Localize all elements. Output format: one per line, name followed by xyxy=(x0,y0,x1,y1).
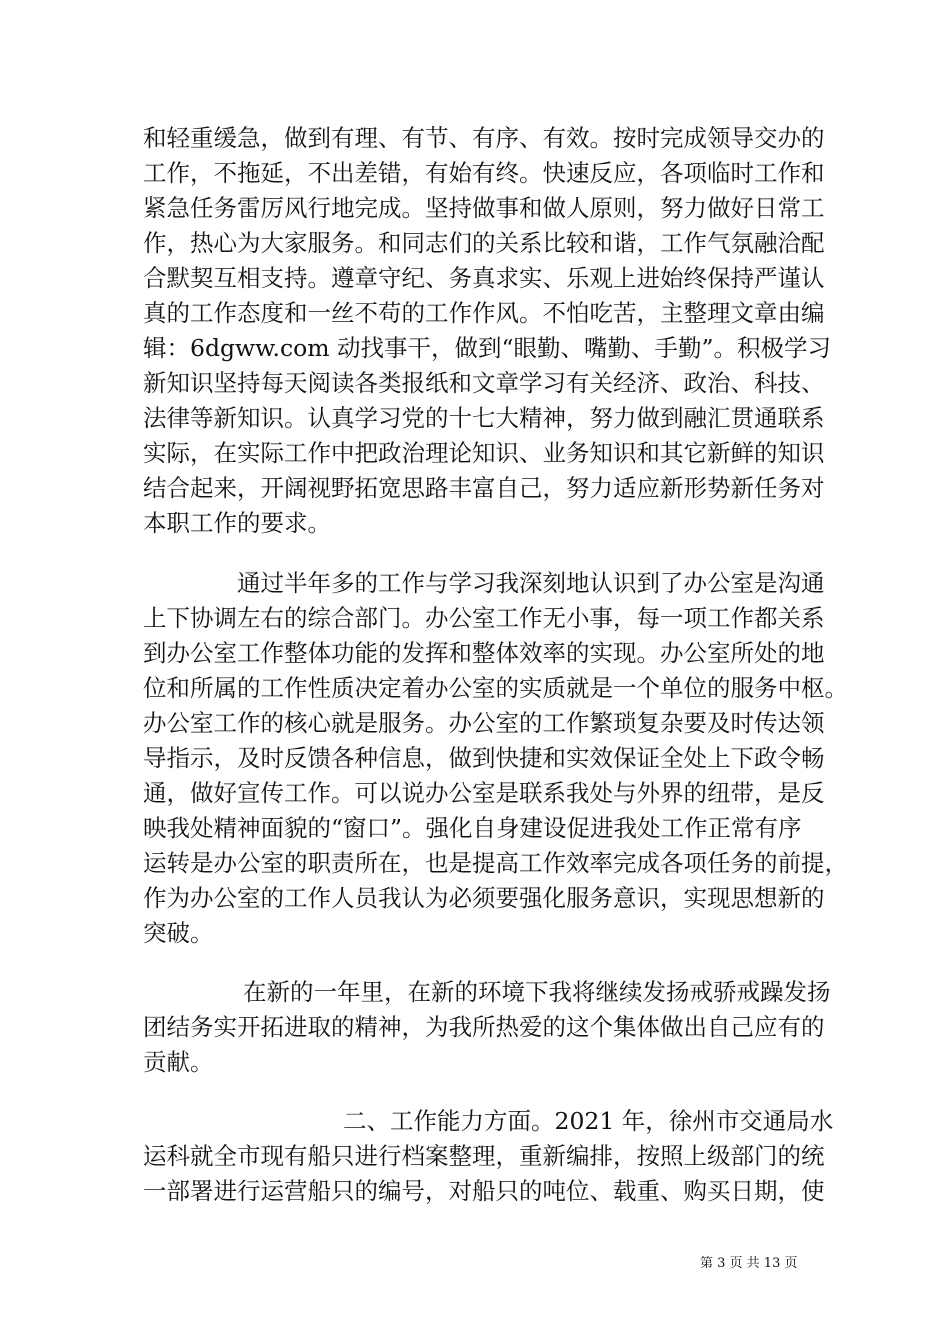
paragraph-2-line-9: 运转是办公室的职责所在，也是提高工作效率完成各项任务的前提， xyxy=(143,849,848,877)
paragraph-1-line-9: 法律等新知识。认真学习党的十七大精神，努力做到融汇贯通联系 xyxy=(143,404,825,432)
paragraph-1-line-12: 本职工作的要求。 xyxy=(143,509,331,537)
paragraph-1-line-6: 真的工作态度和一丝不苟的工作作风。不怕吃苦，主整理文章由编 xyxy=(143,299,825,327)
paragraph-1-line-1: 和轻重缓急，做到有理、有节、有序、有效。按时完成领导交办的 xyxy=(143,124,825,152)
paragraph-2-line-5: 办公室工作的核心就是服务。办公室的工作繁琐复杂要及时传达领 xyxy=(143,709,825,737)
paragraph-1-line-10: 实际，在实际工作中把政治理论知识、业务知识和其它新鲜的知识 xyxy=(143,439,825,467)
paragraph-1-line-4: 作，热心为大家服务。和同志们的关系比较和谐，工作气氛融洽配 xyxy=(143,229,825,257)
paragraph-3-line-1: 在新的一年里，在新的环境下我将继续发扬戒骄戒躁发扬 xyxy=(243,978,831,1006)
paragraph-2-line-8: 映我处精神面貌的“窗口”。强化自身建设促进我处工作正常有序 xyxy=(143,814,802,842)
paragraph-2-line-6: 导指示，及时反馈各种信息，做到快捷和实效保证全处上下政令畅 xyxy=(143,744,825,772)
paragraph-1-line-5: 合默契互相支持。遵章守纪、务真求实、乐观上进始终保持严谨认 xyxy=(143,264,825,292)
paragraph-4-line-1: 二、工作能力方面。2021 年，徐州市交通局水 xyxy=(343,1107,834,1135)
paragraph-3-line-2: 团结务实开拓进取的精神，为我所热爱的这个集体做出自己应有的 xyxy=(143,1013,825,1041)
paragraph-2-line-7: 通，做好宣传工作。可以说办公室是联系我处与外界的纽带，是反 xyxy=(143,779,825,807)
paragraph-1-line-8: 新知识坚持每天阅读各类报纸和文章学习有关经济、政治、科技、 xyxy=(143,369,825,397)
paragraph-2-line-4: 位和所属的工作性质决定着办公室的实质就是一个单位的服务中枢。 xyxy=(143,674,848,702)
paragraph-1-line-7: 辑：6dgww.com 动找事干，做到“眼勤、嘴勤、手勤”。积极学习 xyxy=(143,334,832,362)
paragraph-4-line-2: 运科就全市现有船只进行档案整理，重新编排，按照上级部门的统 xyxy=(143,1142,825,1170)
paragraph-1-line-2: 工作，不拖延，不出差错，有始有终。快速反应，各项临时工作和 xyxy=(143,159,825,187)
paragraph-4-line-3: 一部署进行运营船只的编号，对船只的吨位、载重、购买日期，使 xyxy=(143,1177,825,1205)
paragraph-3-line-3: 贡献。 xyxy=(143,1048,214,1076)
paragraph-2-line-2: 上下协调左右的综合部门。办公室工作无小事，每一项工作都关系 xyxy=(143,604,825,632)
paragraph-2-line-3: 到办公室工作整体功能的发挥和整体效率的实现。办公室所处的地 xyxy=(143,639,825,667)
paragraph-2-line-1: 通过半年多的工作与学习我深刻地认识到了办公室是沟通 xyxy=(237,569,825,597)
paragraph-1-line-3: 紧急任务雷厉风行地完成。坚持做事和做人原则，努力做好日常工 xyxy=(143,194,825,222)
paragraph-2-line-10: 作为办公室的工作人员我认为必须要强化服务意识，实现思想新的 xyxy=(143,884,825,912)
paragraph-2-line-11: 突破。 xyxy=(143,919,214,947)
page-number-footer: 第 3 页 共 13 页 xyxy=(700,1256,798,1271)
paragraph-1-line-11: 结合起来，开阔视野拓宽思路丰富自己，努力适应新形势新任务对 xyxy=(143,474,825,502)
